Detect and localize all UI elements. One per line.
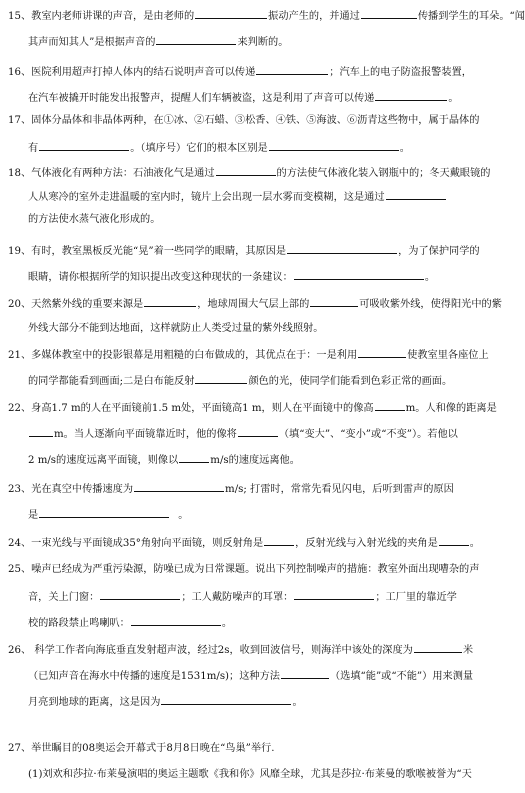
q19-text-1b: ，为了保护同学的 — [398, 246, 480, 257]
q26-text-3b: 。 — [292, 697, 303, 708]
q20-text-1a: 20、天然紫外线的重要来源是 — [8, 299, 144, 310]
q26-blank-3[interactable] — [161, 694, 291, 705]
q25-blank-2[interactable] — [294, 589, 374, 600]
q26-blank-1[interactable] — [414, 642, 462, 653]
question-16 — [8, 64, 492, 104]
q15-text-1b: 振动产生的，并通过 — [268, 11, 360, 22]
q26-text-1b: 米 — [462, 645, 474, 656]
q16-text-2a: 在汽车被撬开时能发出报警声，提醒人们车辆被盗，这是利用了声音可以传递 — [28, 93, 375, 104]
q22-blank-3[interactable] — [238, 426, 278, 437]
q18-blank-1[interactable] — [216, 165, 276, 176]
q25-line-3 — [8, 615, 492, 629]
q24-blank-1[interactable] — [264, 535, 294, 546]
q26-blank-2[interactable] — [281, 668, 329, 679]
q23-line-2 — [8, 507, 492, 521]
q21-text-2b: 颜色的光，使同学们能看到色彩正常的画面。 — [248, 376, 453, 387]
q22-text-2a: m。当人逐渐向平面镜靠近时，他的像将 — [54, 429, 237, 440]
q23-line-1 — [8, 481, 492, 495]
question-27 — [8, 742, 492, 782]
q21-line-1 — [8, 347, 492, 361]
q24-text-1b: ，反射光线与入射光线的夹角是 — [295, 538, 438, 549]
q26-line-1 — [8, 642, 492, 656]
q18-text-1a: 18、气体液化有两种方法：石油液化气是通过 — [8, 168, 215, 179]
q22-text-3b: m/s的速度远离他。 — [210, 455, 300, 466]
q22-blank-2[interactable] — [29, 426, 53, 437]
q18-line-1 — [8, 165, 492, 179]
q20-text-1b: ，地球周围大气层上部的 — [197, 299, 310, 310]
q18-text-1b: 的方法使气体液化装入钢瓶中的；冬天戴眼镜的 — [276, 168, 491, 179]
q24-text-1a: 24、一束光线与平面镜成35°角射向平面镜，则反射角是 — [8, 538, 264, 549]
q15-blank-2[interactable] — [361, 8, 417, 19]
question-24 — [8, 535, 492, 549]
question-19 — [8, 243, 492, 283]
q25-blank-1[interactable] — [100, 589, 180, 600]
q25-text-2c: ；工厂里的靠近学 — [375, 592, 457, 603]
q16-blank-1[interactable] — [256, 64, 328, 75]
question-25 — [8, 563, 492, 629]
q19-blank-1[interactable] — [287, 243, 397, 254]
q22-line-1 — [8, 400, 497, 414]
q26-text-2a: （已知声音在海水中传播的速度是1531m/s)；这种方法 — [28, 671, 280, 682]
q22-text-2b: （填“变大”、“变小”或“不变”）。若他以 — [278, 429, 458, 440]
q18-blank-2[interactable] — [386, 189, 446, 200]
q15-text-1a: 15、教室内老师讲课的声音，是由老师的 — [8, 11, 195, 22]
q16-line-2 — [8, 90, 492, 104]
q24-text-1c: 。 — [469, 538, 480, 549]
question-18 — [8, 165, 492, 227]
q22-text-1b: m。人和像的距离是 — [405, 403, 497, 414]
q15-text-2b: 来判断的。 — [237, 37, 289, 48]
q25-blank-3[interactable] — [131, 615, 221, 626]
q25-text-2a: 音，关上门窗： — [28, 592, 100, 603]
q26-text-1a: 26、 科学工作者向海底垂直发射超声波，经过2s，收到回波信号，则海洋中该处的深度为 — [8, 645, 413, 656]
question-23 — [8, 481, 492, 521]
q27-line-1: 27、举世瞩目的08奥运会开幕式于8月8日晚在“鸟巢”举行. — [8, 743, 275, 754]
q25-text-3: 校的路段禁止鸣喇叭： — [28, 618, 130, 629]
q15-blank-3[interactable] — [156, 34, 236, 45]
q17-text-2b: 。（填序号）它们的根本区别是 — [130, 143, 268, 154]
q25-text-2b: ；工人戴防噪声的耳罩： — [181, 592, 294, 603]
q19-text-1a: 19、有时，教室黑板反光能“晃”着一些同学的眼睛，其原因是 — [8, 246, 287, 257]
q20-blank-1[interactable] — [144, 296, 196, 307]
q15-line-2 — [8, 34, 492, 48]
q23-blank-1[interactable] — [134, 481, 224, 492]
q23-text-1a: 23、光在真空中传播速度为 — [8, 484, 134, 495]
q16-text-2b: 。 — [448, 93, 459, 104]
q17-text-2a: 有 — [28, 143, 39, 154]
q20-line-2: 外线大部分不能到达地面，这样就防止人类受过量的紫外线照射。 — [28, 323, 324, 334]
q24-blank-2[interactable] — [439, 535, 469, 546]
q16-line-1 — [8, 64, 492, 78]
q21-text-2a: 的同学都能看到画面;二是白布能反射 — [28, 376, 195, 387]
q25-line-1: 25、噪声已经成为严重污染源，防噪已成为日常课题。说出下列控制噪声的措施：教室外面出现嘈杂的声 — [8, 564, 480, 575]
q21-text-1b: 使教室里各座位上 — [407, 350, 489, 361]
q15-line-1 — [8, 8, 525, 22]
q24-line-1 — [8, 535, 492, 549]
q22-blank-4[interactable] — [179, 452, 209, 463]
q17-line-2 — [8, 140, 492, 154]
q17-blank-2[interactable] — [269, 140, 399, 151]
q19-line-1 — [8, 243, 492, 257]
q19-text-2a: 眼睛，请你根据所学的知识提出改变这种现状的一条建议： — [28, 272, 293, 283]
q17-blank-1[interactable] — [39, 140, 129, 151]
q27-line-2: (1)刘欢和莎拉·布莱曼演唱的奥运主题歌《我和你》风靡全球，尤其是莎拉·布莱曼的歌喉被誉为“天 — [28, 769, 472, 780]
q19-blank-2[interactable] — [294, 269, 424, 280]
q26-text-2b: （选填“能”或“不能”）用来测量 — [329, 671, 474, 682]
q21-blank-1[interactable] — [358, 347, 406, 358]
q23-text-2b: 。 — [178, 510, 189, 521]
q15-text-2a: 其声而知其人”是根据声音的 — [28, 37, 156, 48]
q18-text-2: 人从寒冷的室外走进温暖的室内时，镜片上会出现一层水雾而变模糊，这是通过 — [28, 192, 385, 203]
question-21 — [8, 347, 492, 387]
q15-blank-1[interactable] — [195, 8, 267, 19]
q16-blank-2[interactable] — [375, 90, 447, 101]
question-17 — [8, 114, 492, 154]
q21-blank-2[interactable] — [195, 373, 247, 384]
q23-text-1b: m/s; 打雷时，常常先看见闪电，后听到雷声的原因 — [225, 484, 454, 495]
q25-text-3b: 。 — [221, 618, 233, 629]
q17-text-2c: 。 — [399, 143, 410, 154]
q23-blank-2[interactable] — [39, 507, 169, 518]
q22-text-3a: 2 m/s的速度远离平面镜，则像以 — [28, 455, 179, 466]
q22-line-3 — [8, 452, 492, 466]
q17-line-1: 17、固体分晶体和非晶体两种，在①冰、②石蜡、③松香、④铁、⑤海波、⑥沥青这些物中，属于晶体的 — [8, 115, 480, 126]
q19-line-2 — [8, 269, 492, 283]
q21-line-2 — [8, 373, 492, 387]
q20-line-1 — [8, 296, 502, 310]
question-20 — [8, 296, 502, 336]
q26-text-3a: 月亮到地球的距离，这是因为 — [28, 697, 161, 708]
q20-blank-2[interactable] — [310, 296, 358, 307]
q22-blank-1[interactable] — [375, 400, 405, 411]
q25-line-2 — [8, 589, 492, 603]
q18-line-3: 的方法使水蒸气液化形成的。 — [28, 214, 161, 225]
q20-text-1c: 可吸收紫外线，使得阳光中的紫 — [359, 299, 502, 310]
q18-line-2 — [8, 189, 492, 203]
q15-text-1c: 传播到学生的耳朵。“闻 — [417, 11, 525, 22]
q22-line-2 — [8, 426, 492, 440]
question-26 — [8, 642, 492, 708]
q23-text-2a: 是 — [28, 510, 39, 521]
q26-line-2 — [8, 668, 492, 682]
question-15 — [8, 8, 525, 48]
q19-text-2b: 。 — [424, 272, 436, 283]
q16-text-1a: 16、医院利用超声打掉人体内的结石说明声音可以传递 — [8, 67, 256, 78]
q22-text-1a: 22、身高1.7 m的人在平面镜前1.5 m处，平面镜高1 m，则人在平面镜中的像高 — [8, 403, 374, 414]
q26-line-3 — [8, 694, 492, 708]
question-22 — [8, 400, 497, 466]
q21-text-1a: 21、多媒体教室中的投影银幕是用粗糙的白布做成的，其优点在于：一是利用 — [8, 350, 358, 361]
q16-text-1b: ；汽车上的电子防盗报警装置， — [329, 67, 472, 78]
